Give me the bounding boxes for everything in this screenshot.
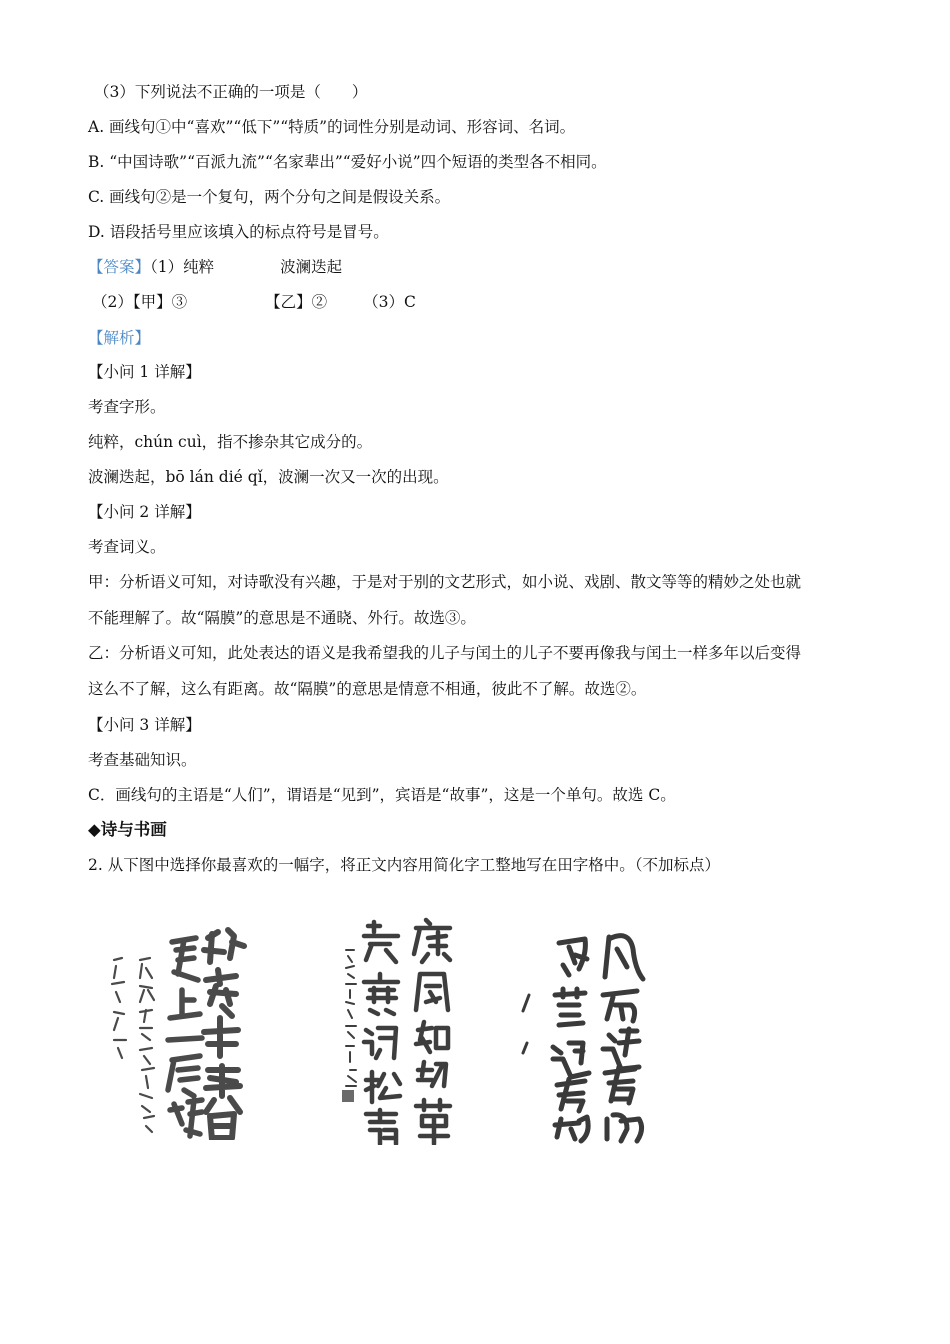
answer-2b: 【乙】② [265, 293, 328, 311]
answer-label: 【答案】 [88, 258, 151, 276]
q3-option-b: B. “中国诗歌”“百派九流”“名家辈出”“爱好小说”四个短语的类型各不相同。 [88, 153, 607, 171]
answer-row-2 [92, 292, 416, 312]
section-1-line: 纯粹，chún cuì，指不掺杂其它成分的。 [88, 433, 373, 451]
answer-1b: 波澜迭起 [280, 258, 343, 276]
answer-1: （1）纯粹 [150, 258, 215, 276]
section-3-line: 考查基础知识。 [88, 751, 197, 769]
section-1-line: 考查字形。 [88, 398, 166, 416]
section-1-line: 波澜迭起，bō lán dié qǐ，波澜一次又一次的出现。 [88, 468, 449, 486]
analysis-label: 【解析】 [88, 329, 151, 347]
section-2-line: 乙：分析语义可知，此处表达的语义是我希望我的儿子与闰土的儿子不要再像我与闰土一样多年以后变得 [88, 644, 802, 662]
q3-option-a: A. 画线句①中“喜欢”“低下”“特质”的词性分别是动词、形容词、名词。 [88, 118, 576, 136]
section-2-line: 考查词义。 [88, 538, 166, 556]
section-3-head: 【小问 3 详解】 [88, 716, 201, 734]
calligraphy-image-2 [340, 910, 465, 1145]
calligraphy-work-1[interactable] [100, 920, 250, 1140]
section-2-head: 【小问 2 详解】 [88, 503, 201, 521]
section-title: ◆诗与书画 [88, 820, 167, 839]
calligraphy-image-1 [100, 920, 250, 1140]
answer-3: （3）C [363, 293, 416, 311]
section-2-line: 甲：分析语义可知，对诗歌没有兴趣，于是对于别的文艺形式，如小说、戏剧、散文等等的精妙之处也就 [88, 573, 802, 591]
q3-stem: （3）下列说法不正确的一项是（ ） [94, 83, 368, 101]
section-2-line: 不能理解了。故“隔膜”的意思是不通晓、外行。故选③。 [88, 609, 476, 627]
section-3-line: C．画线句的主语是“人们”，谓语是“见到”，宾语是“故事”，这是一个单句。故选 C。 [88, 786, 676, 804]
answer-row-1 [88, 257, 342, 277]
section-1-head: 【小问 1 详解】 [88, 363, 201, 381]
calligraphy-work-3[interactable] [505, 925, 655, 1150]
section-2-line: 这么不了解，这么有距离。故“隔膜”的意思是情意不相通，彼此不了解。故选②。 [88, 680, 647, 698]
calligraphy-image-3 [505, 925, 655, 1150]
q3-option-d: D. 语段括号里应该填入的标点符号是冒号。 [88, 223, 389, 241]
q3-option-c: C. 画线句②是一个复句，两个分句之间是假设关系。 [88, 188, 451, 206]
calligraphy-work-2[interactable] [340, 910, 465, 1145]
q2-stem: 2. 从下图中选择你最喜欢的一幅字，将正文内容用简化字工整地写在田字格中。（不加标点） [88, 856, 720, 874]
answer-2a: （2）【甲】③ [92, 293, 188, 311]
